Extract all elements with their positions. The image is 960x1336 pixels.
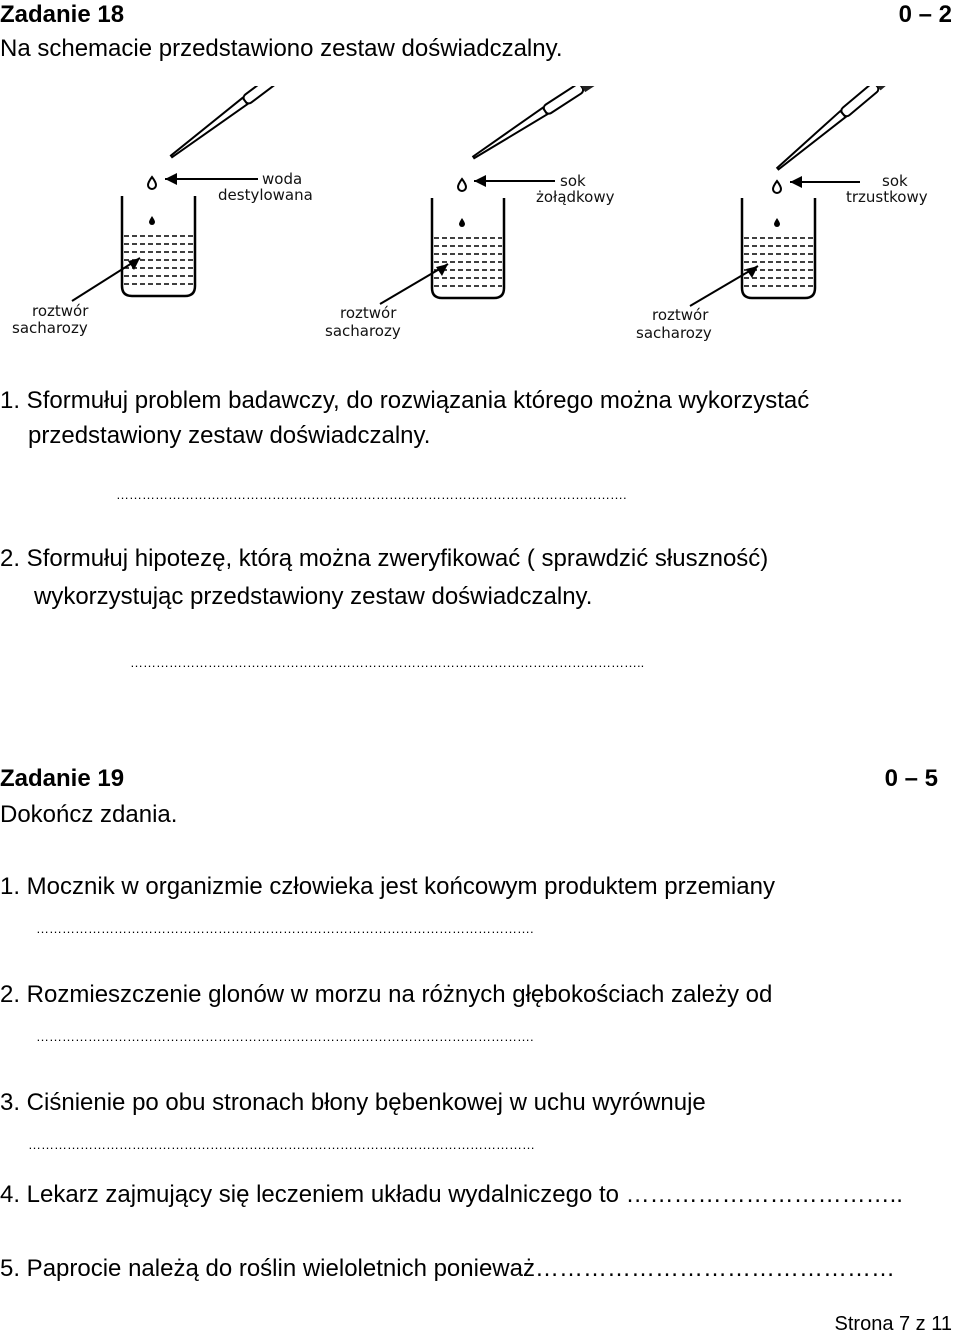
task19-title: Zadanie 19 — [0, 765, 125, 792]
solution-label-3-line1: roztwór — [652, 306, 709, 324]
test-tube-3 — [742, 198, 815, 298]
experiment-diagram — [0, 86, 960, 356]
experiment-setup-2 — [325, 86, 615, 340]
task19-item-1-answer[interactable]: ……………………………………………………………………………………………………. — [36, 921, 534, 936]
reagent-label-2-line1: sok — [560, 172, 586, 190]
drop-icon — [148, 177, 156, 189]
task18-question1-answer[interactable]: ………………………………………………………………………………………………………. — [116, 487, 627, 502]
task19-item-3: 3. Ciśnienie po obu stronach błony bębenkowej w uchu wyrównuje — [0, 1089, 706, 1116]
drop-icon — [773, 181, 781, 193]
task19-item-4: 4. Lekarz zajmujący się leczeniem układu wydalniczego to …………………………….. — [0, 1181, 903, 1208]
test-tube-2 — [432, 198, 504, 298]
task19-item-2-answer[interactable]: ……………………………………………………………………………………………………. — [36, 1029, 534, 1044]
pipette-2 — [470, 86, 605, 162]
task18-question1-line1: 1. Sformułuj problem badawczy, do rozwiązania którego można wykorzystać — [0, 387, 810, 414]
task18-title: Zadanie 18 — [0, 1, 125, 28]
task18-question1-line2: przedstawiony zestaw doświadczalny. — [28, 422, 431, 449]
experiment-setup-3 — [636, 86, 928, 342]
task19-points: 0 – 5 — [884, 765, 938, 792]
task19-item-1: 1. Mocznik w organizmie człowieka jest końcowym produktem przemiany — [0, 873, 775, 900]
solution-label-1-line1: roztwór — [32, 302, 89, 320]
reagent-label-3-line1: sok — [882, 172, 908, 190]
experiment-setup-1 — [12, 86, 313, 337]
task19-item-5: 5. Paprocie należą do roślin wieloletnich ponieważ……………………………………… — [0, 1255, 895, 1282]
solution-label-2-line1: roztwór — [340, 304, 397, 322]
solution-label-2-line2: sacharozy — [325, 322, 401, 340]
reagent-label-3-line2: trzustkowy — [846, 188, 928, 206]
task18-points: 0 – 2 — [898, 1, 952, 28]
page-number: Strona 7 z 11 — [834, 1313, 952, 1335]
test-tube-1 — [122, 196, 195, 296]
reagent-label-1-line1: woda — [262, 170, 303, 188]
reagent-label-2-line2: żołądkowy — [536, 188, 615, 206]
pipette-1 — [168, 86, 306, 161]
solution-label-3-line2: sacharozy — [636, 324, 712, 342]
solution-label-1-line2: sacharozy — [12, 319, 88, 337]
task18-question2-answer[interactable]: ……………………………………………………………………………………………………….. — [130, 655, 645, 670]
task19-intro: Dokończ zdania. — [0, 801, 178, 828]
pipette-3 — [774, 86, 899, 173]
task19-item-3-answer[interactable]: ……………………………………………………………………………………………………… — [28, 1137, 535, 1152]
reagent-label-1-line2: destylowana — [218, 186, 313, 204]
task18-question2-line2: wykorzystując przedstawiony zestaw doświadczalny. — [34, 583, 593, 610]
task19-item-2: 2. Rozmieszczenie glonów w morzu na różnych głębokościach zależy od — [0, 981, 773, 1008]
drop-icon — [458, 179, 466, 191]
task18-question2-line1: 2. Sformułuj hipotezę, którą można zweryfikować ( sprawdzić słuszność) — [0, 545, 769, 572]
task18-intro: Na schemacie przedstawiono zestaw doświadczalny. — [0, 35, 563, 62]
